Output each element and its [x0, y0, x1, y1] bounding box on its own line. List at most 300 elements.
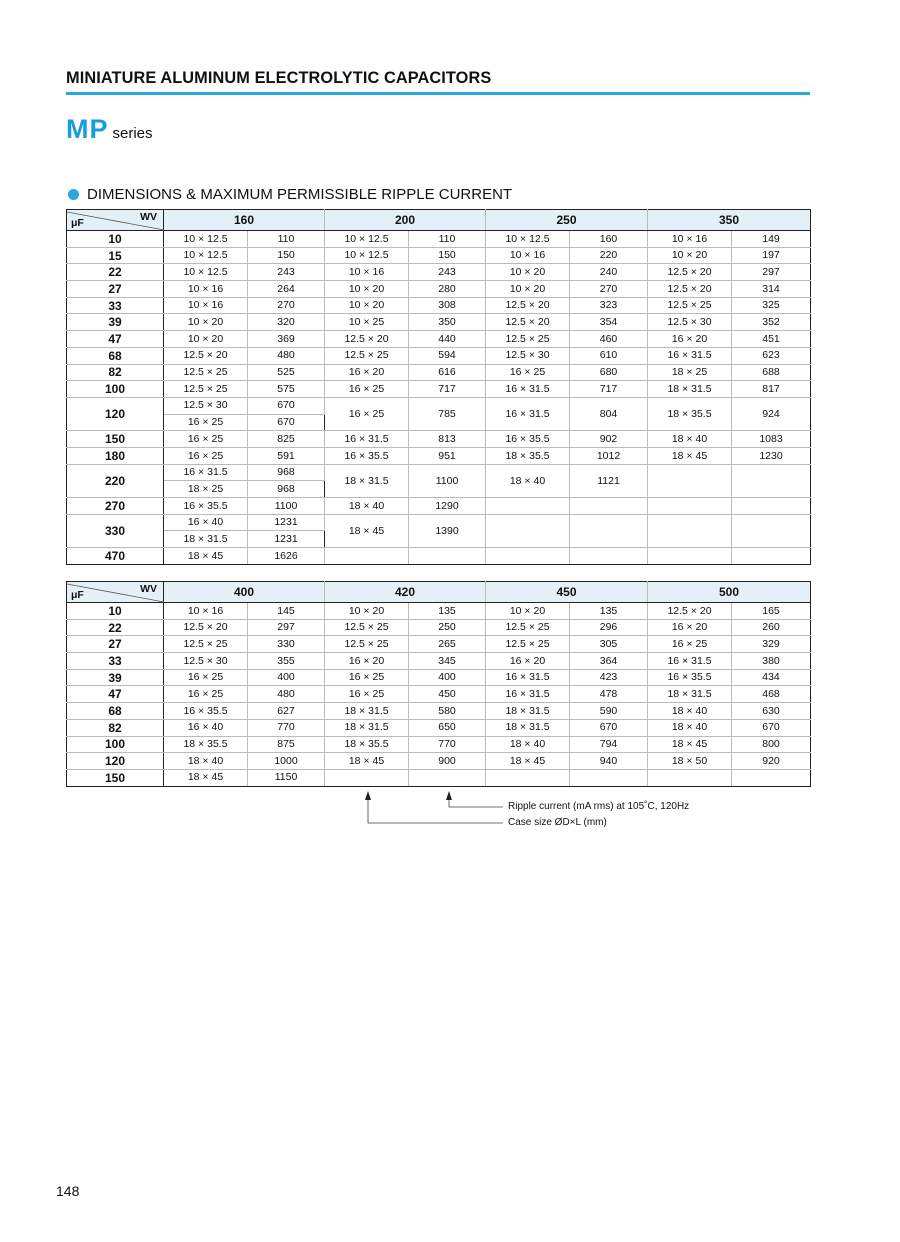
case-size-cell: 12.5 × 20	[648, 264, 732, 281]
case-size-cell: 18 × 25	[648, 364, 732, 381]
case-size-cell: 12.5 × 20	[164, 347, 248, 364]
case-size-cell: 10 × 12.5	[486, 231, 570, 248]
ripple-cell: 330	[248, 636, 325, 653]
ripple-cell: 270	[248, 297, 325, 314]
table-row	[67, 231, 811, 248]
page-number: 148	[56, 1183, 80, 1199]
table-row	[67, 347, 811, 364]
table-row	[67, 719, 811, 736]
case-size-cell: 18 × 40	[648, 719, 732, 736]
ripple-cell: 260	[732, 619, 811, 636]
ripple-cell: 297	[732, 264, 811, 281]
voltage-header: 250	[486, 210, 648, 231]
case-size-cell: 16 × 40	[164, 514, 248, 531]
case-size-cell: 10 × 25	[325, 314, 409, 331]
case-size-cell: 12.5 × 25	[486, 331, 570, 348]
bullet-icon	[68, 189, 79, 200]
series-heading	[66, 114, 153, 145]
case-size-cell: 12.5 × 25	[325, 619, 409, 636]
case-size-cell: 18 × 45	[164, 769, 248, 786]
legend-ripple: Ripple current (mA rms) at 105˚C, 120Hz	[508, 801, 690, 812]
capacitance-cell: 33	[67, 653, 164, 670]
table-row	[67, 653, 811, 670]
ripple-cell	[732, 514, 811, 547]
wv-label: WV	[140, 211, 157, 223]
table-row	[67, 548, 811, 565]
case-size-cell: 18 × 50	[648, 753, 732, 770]
ripple-cell: 243	[409, 264, 486, 281]
case-size-cell: 16 × 31.5	[486, 669, 570, 686]
ripple-cell: 265	[409, 636, 486, 653]
case-size-cell: 16 × 25	[164, 447, 248, 464]
title-rule	[66, 92, 810, 95]
ripple-cell: 150	[409, 247, 486, 264]
case-size-cell: 18 × 31.5	[648, 381, 732, 398]
case-size-cell: 18 × 40	[164, 753, 248, 770]
uf-label: μF	[71, 216, 84, 229]
ripple-cell: 145	[248, 603, 325, 620]
case-size-cell: 12.5 × 25	[648, 297, 732, 314]
case-size-cell: 18 × 31.5	[325, 719, 409, 736]
capacitance-cell: 270	[67, 498, 164, 515]
capacitance-cell: 47	[67, 686, 164, 703]
ripple-cell: 369	[248, 331, 325, 348]
capacitance-cell: 220	[67, 464, 164, 497]
capacitance-cell: 33	[67, 297, 164, 314]
capacitance-cell: 39	[67, 314, 164, 331]
ripple-cell: 480	[248, 686, 325, 703]
ripple-cell: 364	[570, 653, 648, 670]
capacitance-cell: 47	[67, 331, 164, 348]
ripple-cell: 434	[732, 669, 811, 686]
ripple-cell: 770	[409, 736, 486, 753]
case-size-cell: 18 × 31.5	[325, 703, 409, 720]
case-size-cell	[648, 514, 732, 547]
case-size-cell: 18 × 40	[325, 498, 409, 515]
ripple-cell: 160	[570, 231, 648, 248]
ripple-cell: 450	[409, 686, 486, 703]
ripple-cell: 717	[409, 381, 486, 398]
case-size-cell: 10 × 20	[325, 297, 409, 314]
header-row	[67, 210, 811, 231]
ripple-cell: 680	[570, 364, 648, 381]
ripple-cell: 320	[248, 314, 325, 331]
ripple-cell: 902	[570, 431, 648, 448]
ripple-cell: 270	[570, 281, 648, 298]
ripple-cell: 1230	[732, 447, 811, 464]
section-heading	[68, 186, 512, 203]
case-size-cell	[486, 769, 570, 786]
ripple-cell	[732, 464, 811, 497]
case-size-cell: 10 × 12.5	[164, 247, 248, 264]
case-size-cell: 18 × 45	[325, 753, 409, 770]
table-row	[67, 297, 811, 314]
table-row	[67, 281, 811, 298]
ripple-cell	[570, 548, 648, 565]
case-size-cell: 10 × 20	[486, 603, 570, 620]
case-size-cell: 18 × 45	[164, 548, 248, 565]
case-size-cell: 18 × 40	[648, 431, 732, 448]
ripple-cell: 968	[248, 464, 325, 481]
ripple-cell: 940	[570, 753, 648, 770]
ripple-cell: 480	[248, 347, 325, 364]
ripple-cell: 240	[570, 264, 648, 281]
table-row	[67, 514, 811, 531]
ripple-cell: 825	[248, 431, 325, 448]
case-size-cell: 16 × 25	[164, 431, 248, 448]
case-size-cell: 18 × 31.5	[486, 719, 570, 736]
ripple-cell: 400	[409, 669, 486, 686]
case-size-cell: 16 × 25	[164, 686, 248, 703]
ripple-cell: 250	[409, 619, 486, 636]
ripple-cell: 350	[409, 314, 486, 331]
case-size-cell: 16 × 31.5	[648, 347, 732, 364]
ripple-cell: 900	[409, 753, 486, 770]
ripple-cell: 670	[248, 397, 325, 414]
case-size-cell: 10 × 16	[164, 281, 248, 298]
case-size-cell	[325, 769, 409, 786]
ripple-cell	[570, 498, 648, 515]
ripple-cell: 1290	[409, 498, 486, 515]
section-title: DIMENSIONS & MAXIMUM PERMISSIBLE RIPPLE CURRENT	[87, 186, 513, 203]
case-size-cell: 16 × 31.5	[164, 464, 248, 481]
wv-label: WV	[140, 583, 157, 595]
ripple-table-high-voltage	[66, 581, 811, 787]
ripple-cell: 243	[248, 264, 325, 281]
ripple-cell: 440	[409, 331, 486, 348]
ripple-cell: 1083	[732, 431, 811, 448]
case-size-cell	[486, 498, 570, 515]
ripple-cell: 591	[248, 447, 325, 464]
case-size-cell: 16 × 31.5	[325, 431, 409, 448]
series-code: MP	[66, 114, 109, 144]
ripple-cell	[732, 498, 811, 515]
ripple-cell	[570, 769, 648, 786]
case-size-cell: 10 × 12.5	[325, 247, 409, 264]
capacitance-cell: 100	[67, 381, 164, 398]
case-size-cell: 16 × 31.5	[648, 653, 732, 670]
case-size-cell	[486, 514, 570, 547]
case-size-cell: 16 × 31.5	[486, 397, 570, 430]
table-row	[67, 264, 811, 281]
table-row	[67, 431, 811, 448]
voltage-header: 450	[486, 582, 648, 603]
case-size-cell: 16 × 25	[164, 414, 248, 431]
ripple-cell: 594	[409, 347, 486, 364]
case-size-cell: 12.5 × 25	[164, 636, 248, 653]
ripple-cell: 794	[570, 736, 648, 753]
case-size-cell: 18 × 31.5	[325, 464, 409, 497]
table-row	[67, 669, 811, 686]
ripple-cell: 1231	[248, 514, 325, 531]
ripple-cell: 1390	[409, 514, 486, 547]
ripple-cell: 468	[732, 686, 811, 703]
case-size-cell: 18 × 45	[648, 447, 732, 464]
voltage-header: 500	[648, 582, 811, 603]
legend-case-size: Case size ØD×L (mm)	[508, 817, 607, 828]
ripple-cell	[732, 769, 811, 786]
case-size-cell: 10 × 12.5	[164, 231, 248, 248]
case-size-cell: 10 × 20	[164, 331, 248, 348]
ripple-cell: 1100	[248, 498, 325, 515]
table-row	[67, 686, 811, 703]
case-size-cell	[648, 464, 732, 497]
ripple-cell: 1121	[570, 464, 648, 497]
case-size-cell: 10 × 16	[648, 231, 732, 248]
ripple-cell: 325	[732, 297, 811, 314]
ripple-cell: 280	[409, 281, 486, 298]
case-size-cell: 16 × 25	[325, 686, 409, 703]
ripple-cell: 670	[570, 719, 648, 736]
table-row	[67, 397, 811, 414]
ripple-cell: 297	[248, 619, 325, 636]
voltage-header: 200	[325, 210, 486, 231]
case-size-cell: 12.5 × 20	[325, 331, 409, 348]
case-size-cell: 12.5 × 20	[648, 603, 732, 620]
capacitance-cell: 470	[67, 548, 164, 565]
case-size-cell: 12.5 × 25	[486, 636, 570, 653]
ripple-cell: 1150	[248, 769, 325, 786]
case-size-cell: 10 × 16	[325, 264, 409, 281]
case-size-cell: 12.5 × 20	[486, 297, 570, 314]
table-row	[67, 447, 811, 464]
case-size-cell: 18 × 35.5	[648, 397, 732, 430]
case-size-cell: 16 × 35.5	[648, 669, 732, 686]
case-size-cell: 10 × 16	[486, 247, 570, 264]
ripple-cell: 951	[409, 447, 486, 464]
case-size-cell: 18 × 31.5	[486, 703, 570, 720]
ripple-cell: 580	[409, 703, 486, 720]
ripple-cell: 1100	[409, 464, 486, 497]
corner-cell	[67, 582, 164, 603]
capacitance-cell: 15	[67, 247, 164, 264]
capacitance-cell: 330	[67, 514, 164, 547]
table-row	[67, 464, 811, 481]
ripple-cell: 785	[409, 397, 486, 430]
capacitance-cell: 22	[67, 619, 164, 636]
table-row	[67, 331, 811, 348]
case-size-cell: 16 × 25	[164, 669, 248, 686]
case-size-cell: 18 × 40	[486, 736, 570, 753]
capacitance-cell: 27	[67, 636, 164, 653]
table-row	[67, 498, 811, 515]
ripple-cell: 135	[409, 603, 486, 620]
ripple-cell	[409, 548, 486, 565]
capacitance-cell: 120	[67, 397, 164, 430]
case-size-cell: 10 × 20	[325, 281, 409, 298]
ripple-cell: 650	[409, 719, 486, 736]
ripple-cell: 1012	[570, 447, 648, 464]
capacitance-cell: 27	[67, 281, 164, 298]
capacitance-cell: 82	[67, 364, 164, 381]
case-size-cell: 12.5 × 30	[164, 397, 248, 414]
case-size-cell: 16 × 25	[648, 636, 732, 653]
case-size-cell: 10 × 16	[164, 297, 248, 314]
case-size-cell: 16 × 35.5	[164, 703, 248, 720]
ripple-cell: 630	[732, 703, 811, 720]
ripple-cell: 688	[732, 364, 811, 381]
table-row	[67, 636, 811, 653]
case-size-cell: 16 × 35.5	[164, 498, 248, 515]
capacitance-cell: 39	[67, 669, 164, 686]
case-size-cell: 18 × 35.5	[164, 736, 248, 753]
ripple-cell: 1626	[248, 548, 325, 565]
ripple-cell: 354	[570, 314, 648, 331]
case-size-cell: 18 × 35.5	[486, 447, 570, 464]
case-size-cell: 16 × 25	[486, 364, 570, 381]
case-size-cell: 12.5 × 25	[164, 381, 248, 398]
ripple-cell: 525	[248, 364, 325, 381]
series-word: series	[112, 125, 153, 142]
ripple-cell: 920	[732, 753, 811, 770]
case-size-cell: 18 × 31.5	[164, 531, 248, 548]
ripple-cell: 400	[248, 669, 325, 686]
capacitance-cell: 150	[67, 431, 164, 448]
case-size-cell: 10 × 20	[486, 281, 570, 298]
ripple-cell: 610	[570, 347, 648, 364]
ripple-cell: 1000	[248, 753, 325, 770]
case-size-cell: 16 × 40	[164, 719, 248, 736]
case-size-cell	[648, 769, 732, 786]
case-size-cell: 18 × 31.5	[648, 686, 732, 703]
ripple-cell: 670	[732, 719, 811, 736]
case-size-cell: 12.5 × 25	[325, 347, 409, 364]
table-row	[67, 381, 811, 398]
ripple-cell: 110	[409, 231, 486, 248]
ripple-cell: 575	[248, 381, 325, 398]
case-size-cell: 12.5 × 25	[486, 619, 570, 636]
capacitance-cell: 180	[67, 447, 164, 464]
ripple-cell: 1231	[248, 531, 325, 548]
case-size-cell	[648, 548, 732, 565]
ripple-cell	[570, 514, 648, 547]
ripple-cell: 264	[248, 281, 325, 298]
ripple-cell: 110	[248, 231, 325, 248]
ripple-cell: 590	[570, 703, 648, 720]
ripple-cell: 924	[732, 397, 811, 430]
case-size-cell: 18 × 45	[648, 736, 732, 753]
case-size-cell: 16 × 20	[325, 653, 409, 670]
case-size-cell: 12.5 × 20	[486, 314, 570, 331]
case-size-cell: 10 × 20	[486, 264, 570, 281]
case-size-cell: 16 × 31.5	[486, 686, 570, 703]
ripple-cell: 329	[732, 636, 811, 653]
ripple-cell: 220	[570, 247, 648, 264]
ripple-cell: 165	[732, 603, 811, 620]
case-size-cell: 18 × 25	[164, 481, 248, 498]
case-size-cell: 16 × 20	[648, 619, 732, 636]
ripple-cell: 817	[732, 381, 811, 398]
ripple-cell: 308	[409, 297, 486, 314]
case-size-cell	[648, 498, 732, 515]
ripple-cell: 352	[732, 314, 811, 331]
header-row	[67, 582, 811, 603]
case-size-cell: 10 × 16	[164, 603, 248, 620]
ripple-cell: 305	[570, 636, 648, 653]
case-size-cell: 10 × 12.5	[325, 231, 409, 248]
case-size-cell: 12.5 × 20	[648, 281, 732, 298]
case-size-cell	[486, 548, 570, 565]
ripple-cell: 314	[732, 281, 811, 298]
case-size-cell: 16 × 35.5	[325, 447, 409, 464]
table-row	[67, 364, 811, 381]
capacitance-cell: 10	[67, 231, 164, 248]
ripple-cell: 804	[570, 397, 648, 430]
case-size-cell: 16 × 20	[486, 653, 570, 670]
capacitance-cell: 68	[67, 347, 164, 364]
case-size-cell: 16 × 25	[325, 669, 409, 686]
case-size-cell: 16 × 31.5	[486, 381, 570, 398]
ripple-cell: 670	[248, 414, 325, 431]
ripple-cell: 770	[248, 719, 325, 736]
case-size-cell: 10 × 12.5	[164, 264, 248, 281]
ripple-cell: 423	[570, 669, 648, 686]
case-size-cell: 12.5 × 30	[648, 314, 732, 331]
capacitance-cell: 100	[67, 736, 164, 753]
ripple-cell: 135	[570, 603, 648, 620]
capacitance-cell: 68	[67, 703, 164, 720]
case-size-cell: 16 × 20	[648, 331, 732, 348]
table-row	[67, 736, 811, 753]
ripple-cell: 345	[409, 653, 486, 670]
capacitance-cell: 150	[67, 769, 164, 786]
ripple-cell: 149	[732, 231, 811, 248]
voltage-header: 160	[164, 210, 325, 231]
case-size-cell: 12.5 × 20	[164, 619, 248, 636]
capacitance-cell: 120	[67, 753, 164, 770]
ripple-cell: 623	[732, 347, 811, 364]
ripple-cell	[732, 548, 811, 565]
capacitance-cell: 10	[67, 603, 164, 620]
case-size-cell: 16 × 25	[325, 397, 409, 430]
voltage-header: 350	[648, 210, 811, 231]
ripple-cell: 150	[248, 247, 325, 264]
table-row	[67, 603, 811, 620]
case-size-cell: 12.5 × 25	[164, 364, 248, 381]
ripple-cell: 380	[732, 653, 811, 670]
ripple-cell: 717	[570, 381, 648, 398]
case-size-cell: 16 × 35.5	[486, 431, 570, 448]
table-row	[67, 703, 811, 720]
capacitance-cell: 82	[67, 719, 164, 736]
voltage-header: 420	[325, 582, 486, 603]
ripple-cell: 478	[570, 686, 648, 703]
corner-cell	[67, 210, 164, 231]
ripple-cell: 813	[409, 431, 486, 448]
ripple-cell: 296	[570, 619, 648, 636]
case-size-cell: 12.5 × 30	[164, 653, 248, 670]
case-size-cell: 12.5 × 25	[325, 636, 409, 653]
ripple-cell: 460	[570, 331, 648, 348]
ripple-table-low-voltage	[66, 209, 811, 565]
page-title: MINIATURE ALUMINUM ELECTROLYTIC CAPACITORS	[66, 68, 492, 87]
uf-label: μF	[71, 588, 84, 601]
case-size-cell: 18 × 45	[325, 514, 409, 547]
case-size-cell: 16 × 25	[325, 381, 409, 398]
ripple-cell: 197	[732, 247, 811, 264]
ripple-cell: 616	[409, 364, 486, 381]
ripple-cell: 627	[248, 703, 325, 720]
ripple-cell	[409, 769, 486, 786]
table-row	[67, 769, 811, 786]
ripple-cell: 355	[248, 653, 325, 670]
table-row	[67, 619, 811, 636]
ripple-cell: 875	[248, 736, 325, 753]
case-size-cell: 12.5 × 30	[486, 347, 570, 364]
case-size-cell: 18 × 35.5	[325, 736, 409, 753]
case-size-cell	[325, 548, 409, 565]
case-size-cell: 18 × 40	[486, 464, 570, 497]
